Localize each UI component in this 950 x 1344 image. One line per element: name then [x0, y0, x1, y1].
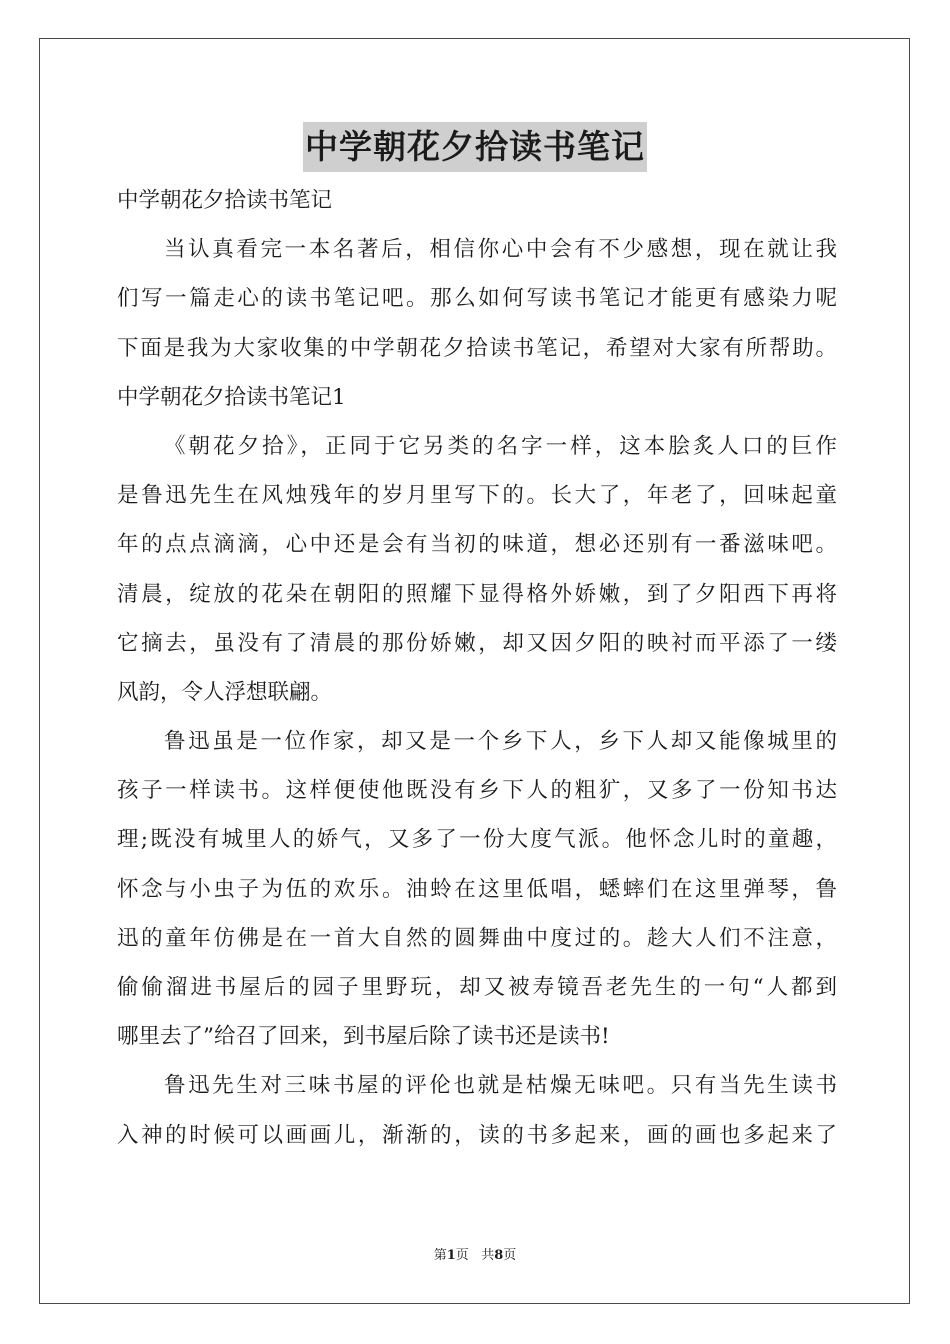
footer-page-prefix: 第	[433, 1248, 447, 1263]
footer-total-suffix: 页	[503, 1248, 517, 1263]
document-body	[117, 176, 837, 1160]
document-title: 中学朝花夕拾读书笔记	[303, 122, 647, 172]
text-line: 迅的童年仿佛是在一首大自然的圆舞曲中度过的。趁大人们不注意，	[117, 925, 837, 951]
text-line: 《朝花夕拾》，正同于它另类的名字一样，这本脍炙人口的巨作	[164, 433, 837, 459]
footer-page-number: 1	[446, 1248, 456, 1263]
text-line: 哪里去了”给召了回来，到书屋后除了读书还是读书!	[117, 1024, 610, 1050]
text-line: 孩子一样读书。这样便使他既没有乡下人的粗犷，又多了一份知书达	[117, 778, 837, 804]
text-line: 鲁迅虽是一位作家，却又是一个乡下人，乡下人却又能像城里的	[164, 729, 837, 755]
text-line: 年的点点滴滴，心中还是会有当初的味道，想必还别有一番滋味吧。	[117, 532, 837, 558]
text-line: 当认真看完一本名著后，相信你心中会有不少感想，现在就让我	[164, 237, 837, 263]
footer-page-suffix: 页	[455, 1248, 469, 1263]
text-line: 们写一篇走心的读书笔记吧。那么如何写读书笔记才能更有感染力呢	[117, 286, 837, 312]
text-line: 它摘去，虽没有了清晨的那份娇嫩，却又因夕阳的映衬而平添了一缕	[117, 630, 837, 656]
text-line: 清晨，绽放的花朵在朝阳的照耀下显得格外娇嫩，到了夕阳西下再将	[117, 581, 837, 607]
text-line: 是鲁迅先生在风烛残年的岁月里写下的。长大了，年老了，回味起童	[117, 483, 837, 509]
text-line: 风韵，令人浮想联翩。	[117, 679, 333, 705]
text-line: 鲁迅先生对三味书屋的评伦也就是枯燥无味吧。只有当先生读书	[164, 1073, 837, 1099]
page-footer	[0, 1244, 950, 1263]
text-line: 下面是我为大家收集的中学朝花夕拾读书笔记，希望对大家有所帮助。	[117, 335, 837, 361]
text-line: 理;既没有城里人的娇气，又多了一份大度气派。他怀念儿时的童趣，	[117, 827, 837, 853]
document-title-wrap	[0, 122, 950, 172]
text-line: 怀念与小虫子为伍的欢乐。油蛉在这里低唱，蟋蟀们在这里弹琴，鲁	[117, 876, 837, 902]
text-line: 中学朝花夕拾读书笔记1	[117, 384, 346, 410]
text-line: 入神的时候可以画画儿，渐渐的，读的书多起来，画的画也多起来了	[117, 1122, 837, 1148]
footer-total-pages: 8	[494, 1248, 504, 1263]
text-line: 偷偷溜进书屋后的园子里野玩，却又被寿镜吾老先生的一句“人都到	[117, 975, 837, 1000]
text-line: 中学朝花夕拾读书笔记	[117, 188, 333, 213]
footer-total-prefix: 共	[481, 1248, 495, 1263]
